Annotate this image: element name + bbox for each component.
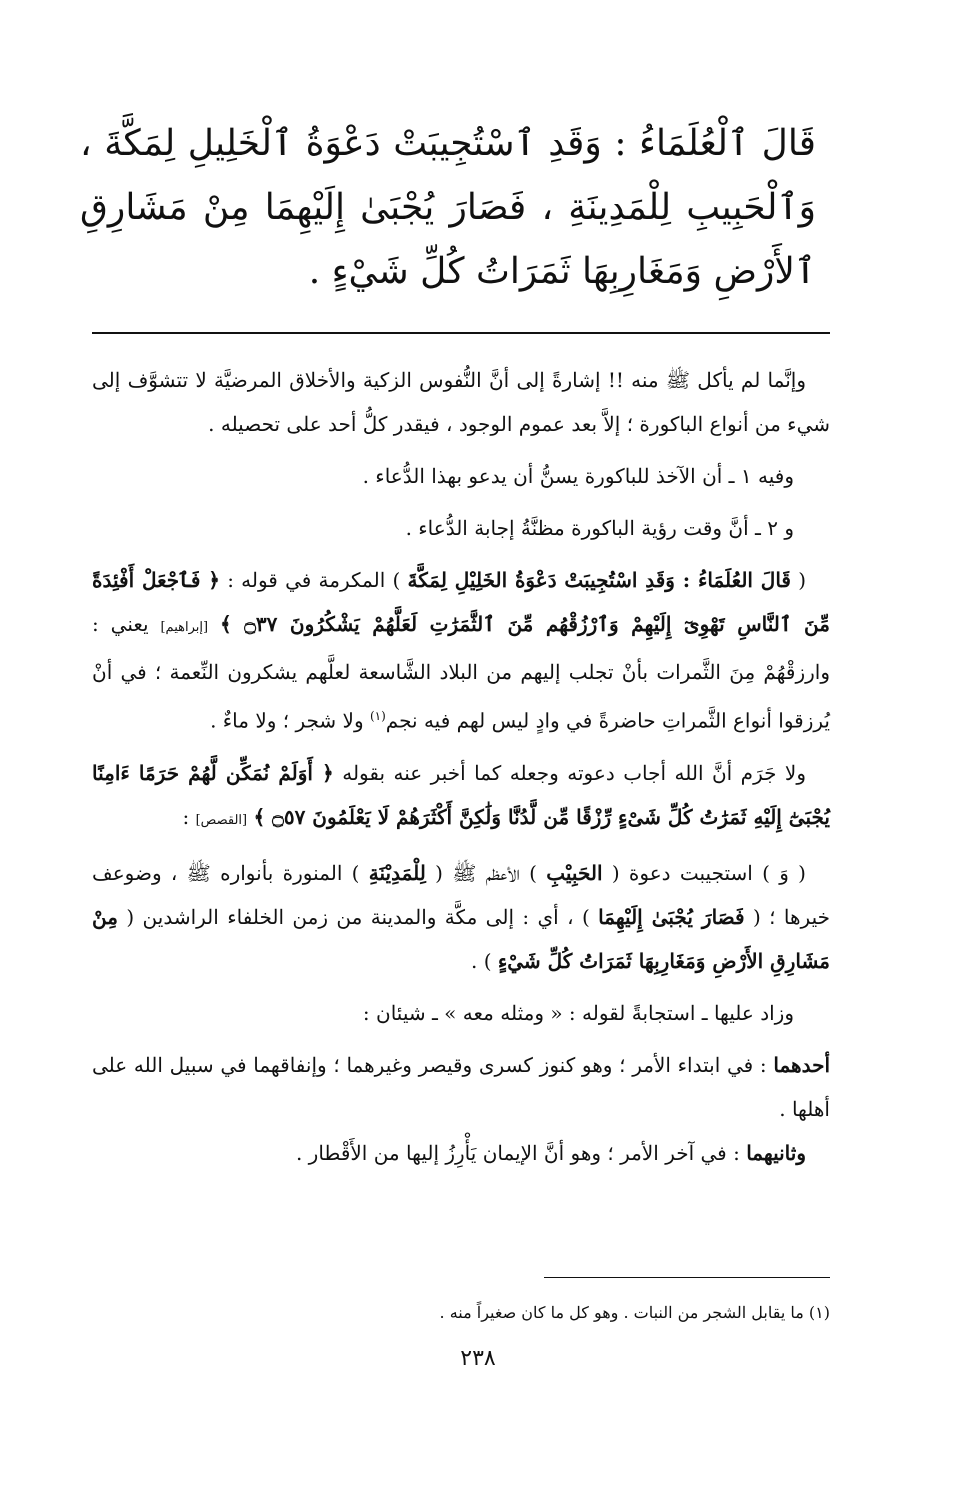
paragraph-3: و ٢ ـ أنَّ وقت رؤية الباكورة مظنَّةُ إجابة الدُّعاء . (405, 516, 794, 540)
footnote-marker: (١) (369, 709, 386, 723)
quoted-matn: لِلْمَدِيْنَةِ (368, 860, 426, 885)
paragraph-7: وزاد عليها ـ استجابةً لقوله : « ومثله معه » ـ شيئان : (362, 1000, 794, 1025)
paragraph-4-rest: يعني : وارزقْهُمْ مِنَ الثَّمرات بأنْ تجلب إليهم من البلاد الشَّاسعة لعلَّهم يشكرون النِّعمة ؛ في أنْ يُرزقوا أنواع الثَّمراتِ حاضرةً في وادٍ ليس لهم فيه نجم (92, 612, 830, 733)
page-number: ٢٣٨ (460, 1346, 496, 1371)
item-heading: أحدهما (773, 1052, 830, 1077)
quoted-matn: قَالَ العُلَمَاءُ : وَقَدِ اسْتُجِيبَتْ دَعْوَةُ الخَلِيْلِ لِمَكَّةَ (407, 568, 791, 592)
item-heading: وثانيهما (746, 1140, 806, 1165)
text-run: ) ، أي : إلى مكَّة والمدينة من زمن الخلفاء الراشدين ( (117, 904, 599, 929)
quoted-matn: مِنْ مَشَارِقِ الأَرْضِ وَمَغَارِبِهَا ثَمَرَاتُ كُلِّ شَيْءٍ (92, 904, 830, 973)
paragraph-5-start: ولا جَرَم أنَّ الله أجاب دعوته وجعله كما أخبر عنه بقوله (333, 760, 806, 785)
surah-ref: [إبراهيم] (160, 620, 209, 635)
paragraph-6 (92, 851, 830, 983)
main-text: قَالَ ٱلْعُلَمَاءُ : وَقَدِ ٱسْتُجِيبَتْ دَعْوَةُ ٱلْخَلِيلِ لِمَكَّةَ ، وَٱلْحَبِيبِ لِلْمَدِينَةِ ، فَصَارَ يُجْبَىٰ إِلَيْهِمَا مِنْ مَشَارِقِ ٱلأَرْضِ وَمَغَارِبِهَا ثَمَرَاتُ كُلِّ شَيْءٍ . (80, 123, 816, 292)
quran-verse: ﴿ أَوَلَمْ نُمَكِّن لَّهُمْ حَرَمًا ءَامِنًا يُجْبَىٰٓ إِلَيْهِ ثَمَرَٰتُ كُلِّ شَىْءٍ رِّزْقًا مِّن لَّدُنَّا وَلَٰكِنَّ أَكْثَرَهُمْ لَا يَعْلَمُونَ ۝٥٧ ﴾ (92, 760, 830, 829)
separator-line (92, 332, 830, 334)
footnote-separator (544, 1277, 830, 1278)
item-text: : في ابتداء الأمر ؛ وهو كنوز كسرى وقيصر وغيرهما ؛ وإنفاقهما في سبيل الله على أهلها . (92, 1052, 830, 1121)
paragraph-4-mid: ) المكرمة في قوله : (227, 568, 408, 592)
paragraph-4-end: ولا شجر ؛ ولا ماءٌ . (210, 708, 370, 733)
paren-open: ( (790, 568, 807, 592)
text-run: ) الأعظم ﷺ ( (425, 860, 547, 885)
paragraph-8 (92, 1043, 830, 1131)
text-run: ) المنورة بأنواره ﷺ ، وضوعف خيرها ؛ ( (92, 860, 830, 929)
paragraph-4 (92, 558, 830, 743)
paragraph-5 (92, 751, 830, 843)
paragraph-1: وإنَّما لم يأكل ﷺ منه !! إشارةً إلى أنَّ النُّفوس الزكية والأخلاق المرضيَّة لا تتشوَّف إلى شيء من أنواع الباكورة ؛ إلاَّ بعد عموم الوجود ، فيقدر كلُّ أحد على تحصيله . (92, 368, 830, 436)
paragraph-9 (92, 1131, 830, 1175)
commentary (92, 358, 830, 1175)
quoted-matn: فَصَارَ يُجْبَىٰ إِلَيْهِمَا (598, 904, 745, 929)
surah-ref: [القصص] (195, 812, 248, 828)
item-text: : في آخر الأمر ؛ وهو أنَّ الإيمان يَأْرِزُ إليها من الأَقْطار . (295, 1140, 747, 1165)
text-run: ) . (470, 948, 498, 973)
text-run: ( وَ ) استجيبت دعوة ( (602, 860, 806, 885)
footnote: (١) ما يقابل الشجر من النبات . وهو كل ما كان صغيراً منه . (439, 1303, 830, 1322)
quran-verse: ﴿ فَٱجْعَلْ أَفْئِدَةً مِّنَ ٱلنَّاسِ تَهْوِىٓ إِلَيْهِمْ وَٱرْزُقْهُم مِّنَ ٱلثَّمَرَٰتِ لَعَلَّهُمْ يَشْكُرُونَ ۝٣٧ ﴾ (92, 568, 830, 636)
paragraph-2: وفيه ١ ـ أن الآخذ للباكورة يسنُّ أن يدعو بهذا الدُّعاء . (362, 464, 794, 488)
quoted-matn: الحَبِيْبِ (546, 860, 603, 885)
paragraph-5-end: : (182, 804, 196, 829)
